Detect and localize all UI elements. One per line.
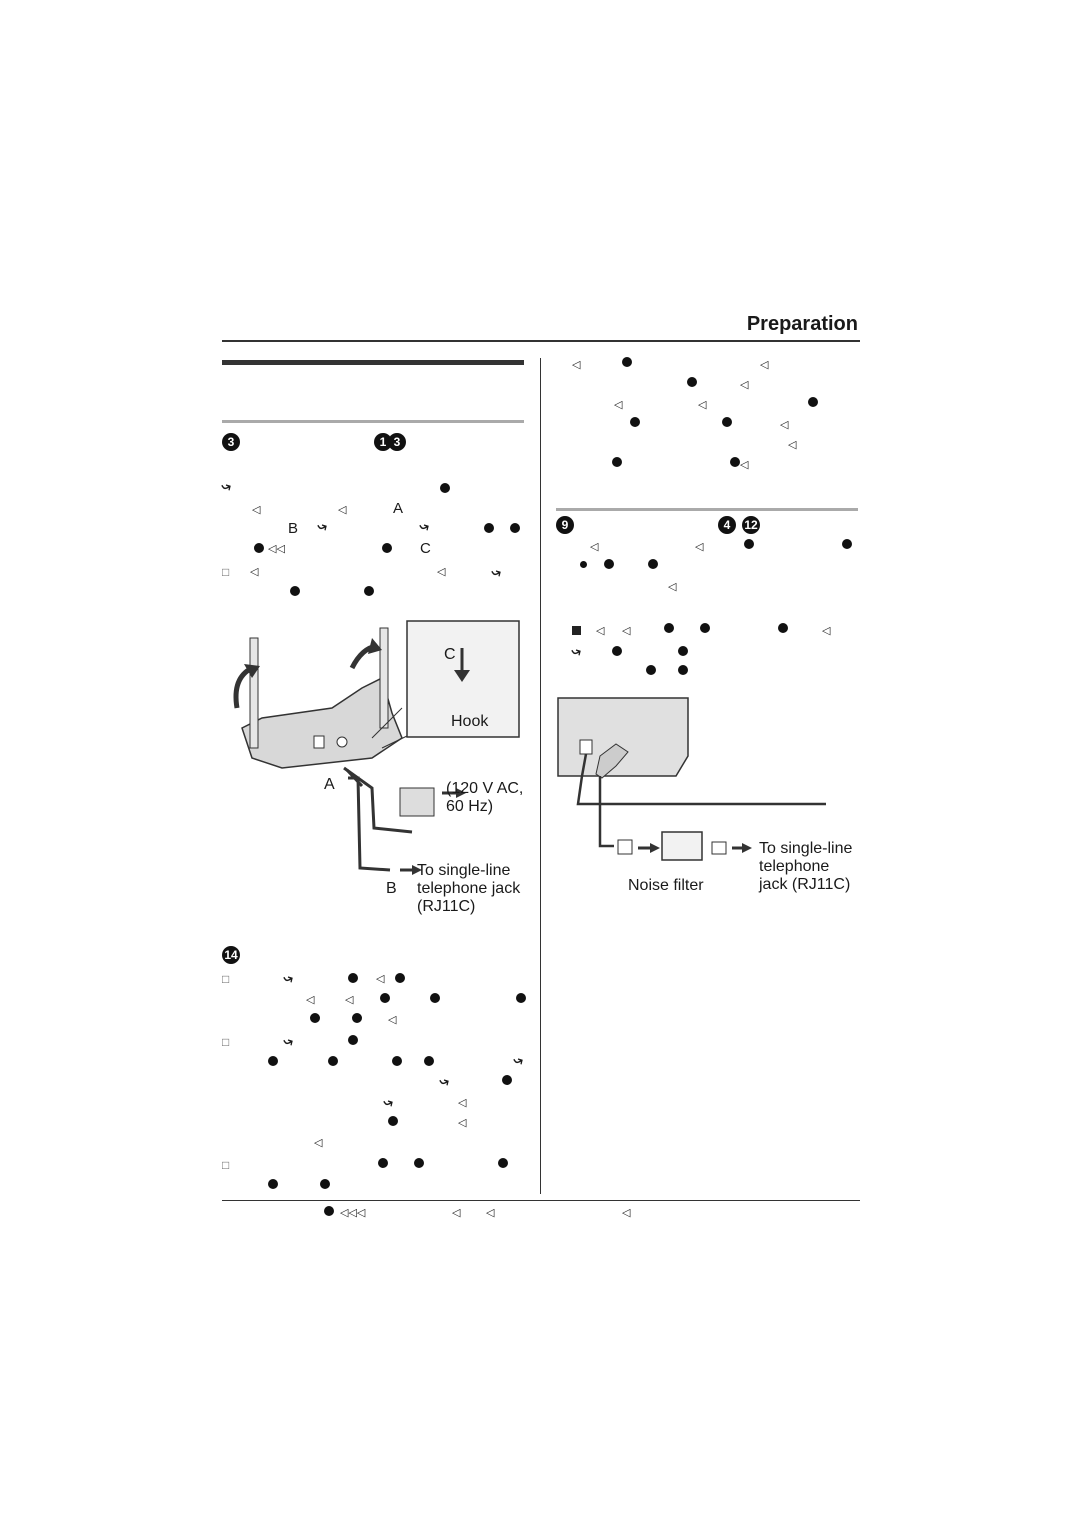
bullet-dot-icon: [430, 993, 440, 1003]
speaker-icon: ◁: [458, 1117, 467, 1129]
bullet-box-icon: □: [222, 565, 230, 579]
base-unit-body: [242, 678, 402, 768]
speaker-icon: ◁: [345, 994, 354, 1006]
step-badge: 3: [388, 433, 406, 451]
figure-callout-c: C: [444, 646, 456, 663]
phone-icon: ⤷: [380, 1093, 397, 1112]
speaker-icon: ◁: [760, 359, 769, 371]
bullet-dot-icon: [392, 1056, 402, 1066]
phone-icon: ⤷: [488, 563, 505, 582]
antenna-right: [380, 628, 388, 728]
bullet-dot-icon: [842, 539, 852, 549]
speaker-icon: ◁: [740, 459, 749, 471]
footer-rule: [222, 1200, 860, 1201]
step-badge: 4: [718, 516, 736, 534]
bullet-dot-icon: [268, 1056, 278, 1066]
phone-icon: ⤷: [436, 1072, 453, 1091]
figure-label-a: A: [324, 776, 335, 793]
bullet-dot-icon: [348, 1035, 358, 1045]
bullet-dot-icon: [630, 417, 640, 427]
bullet-dot-icon: [310, 1013, 320, 1023]
bullet-box-icon: □: [222, 972, 230, 986]
bullet-dot-icon: [622, 357, 632, 367]
phone-icon: ⤷: [510, 1051, 527, 1070]
bullet-dot-icon: [730, 457, 740, 467]
step-badge: 3: [222, 433, 240, 451]
bullet-box-icon: □: [222, 1035, 230, 1049]
bullet-dot-icon: [414, 1158, 424, 1168]
speaker-icon: ◁: [306, 994, 315, 1006]
bullet-dot-icon: [664, 623, 674, 633]
bullet-dot-icon: [352, 1013, 362, 1023]
base-unit-bottom: [558, 698, 688, 776]
telephone-cord: [348, 778, 390, 870]
power-spec-line1: (120 V AC,: [446, 780, 524, 797]
bullet-dot-icon: [498, 1158, 508, 1168]
bullet-dot-icon: [328, 1056, 338, 1066]
speaker-icon: ◁: [252, 504, 261, 516]
header-rule: [222, 340, 860, 342]
subsection-rule: [556, 508, 858, 511]
bullet-dot-icon: [290, 586, 300, 596]
speaker-icon: ◁: [788, 439, 797, 451]
figure-label-b: B: [386, 880, 397, 897]
subsection-rule: [222, 420, 524, 423]
speaker-icon: ◁: [590, 541, 599, 553]
jack-label-line3: jack (RJ11C): [759, 876, 851, 893]
antenna-left: [250, 638, 258, 748]
phone-icon: ⤷: [314, 517, 331, 536]
speaker-icon: ◁: [740, 379, 749, 391]
speaker-icon: ◁: [376, 973, 385, 985]
bullet-dot-icon: [516, 993, 526, 1003]
bullet-dot-icon: [678, 665, 688, 675]
bullet-dot-icon: [382, 543, 392, 553]
speaker-icon: ◁: [622, 625, 631, 637]
bullet-dot-icon: [510, 523, 520, 533]
bullet-dot-icon: [648, 559, 658, 569]
speaker-icon: ◁◁◁: [340, 1207, 366, 1219]
square-bullet-icon: [572, 626, 581, 635]
speaker-icon: ◁: [338, 504, 347, 516]
bullet-dot-icon: [612, 457, 622, 467]
power-spec-line2: 60 Hz): [446, 798, 494, 815]
phone-icon: ⤷: [218, 477, 235, 496]
speaker-icon: ◁: [486, 1207, 495, 1219]
phone-icon: ⤷: [280, 969, 297, 988]
speaker-icon: ◁◁: [268, 543, 285, 555]
speaker-icon: ◁: [458, 1097, 467, 1109]
bullet-dot-icon: [348, 973, 358, 983]
bullet-dot-icon: [700, 623, 710, 633]
speaker-icon: ◁: [596, 625, 605, 637]
jack-label-line2: telephone jack: [417, 880, 521, 897]
bullet-dot-icon: [424, 1056, 434, 1066]
jack-label-line1: To single-line: [417, 862, 511, 879]
bullet-dot-icon: [687, 377, 697, 387]
bullet-dot-icon: [378, 1158, 388, 1168]
bullet-dot-icon: [388, 1116, 398, 1126]
speaker-icon: ◁: [388, 1014, 397, 1026]
jack-label-line3: (RJ11C): [417, 898, 476, 915]
step-badge: 14: [222, 946, 240, 964]
bullet-dot-icon: [744, 539, 754, 549]
noise-filter-label: Noise filter: [628, 877, 704, 894]
bullet-dot-icon: [320, 1179, 330, 1189]
step-badge: 12: [742, 516, 760, 534]
bullet-dot-icon: [808, 397, 818, 407]
section-rule-top: [222, 360, 524, 365]
inline-label-a: A: [393, 500, 404, 517]
bullet-dot-icon: [380, 993, 390, 1003]
jack-label-line1: To single-line: [759, 840, 853, 857]
speaker-icon: ◁: [822, 625, 831, 637]
jack-label-line2: telephone: [759, 858, 830, 875]
bullet-dot-icon: [678, 646, 688, 656]
speaker-icon: ◁: [437, 566, 446, 578]
bullet-dot-icon: [604, 559, 614, 569]
bullet-dot-icon: [440, 483, 450, 493]
speaker-icon: ◁: [698, 399, 707, 411]
phone-icon: ⤷: [568, 642, 585, 661]
inline-label-c: C: [420, 540, 431, 557]
bullet-dot-icon: [395, 973, 405, 983]
speaker-icon: ◁: [695, 541, 704, 553]
speaker-icon: ◁: [314, 1137, 323, 1149]
bullet-dot-icon: [502, 1075, 512, 1085]
bullet-dot-icon: [580, 561, 587, 568]
bullet-dot-icon: [722, 417, 732, 427]
step-badge: 1: [374, 433, 392, 451]
phone-icon: ⤷: [280, 1032, 297, 1051]
bullet-dot-icon: [612, 646, 622, 656]
ac-adapter: [400, 788, 434, 816]
speaker-icon: ◁: [452, 1207, 461, 1219]
bullet-dot-icon: [364, 586, 374, 596]
step-badge: 9: [556, 516, 574, 534]
inline-label-b: B: [288, 520, 299, 537]
bullet-dot-icon: [484, 523, 494, 533]
figure-hook-label: Hook: [451, 713, 489, 730]
speaker-icon: ◁: [614, 399, 623, 411]
speaker-icon: ◁: [250, 566, 259, 578]
noise-filter: [662, 832, 702, 860]
bullet-dot-icon: [324, 1206, 334, 1216]
phone-icon: ⤷: [416, 517, 433, 536]
bullet-dot-icon: [646, 665, 656, 675]
bullet-dot-icon: [268, 1179, 278, 1189]
bullet-box-icon: □: [222, 1158, 230, 1172]
speaker-icon: ◁: [780, 419, 789, 431]
bullet-dot-icon: [254, 543, 264, 553]
speaker-icon: ◁: [572, 359, 581, 371]
bullet-dot-icon: [778, 623, 788, 633]
page-title: Preparation: [746, 313, 858, 335]
speaker-icon: ◁: [668, 581, 677, 593]
speaker-icon: ◁: [622, 1207, 631, 1219]
column-divider: [540, 358, 541, 1194]
